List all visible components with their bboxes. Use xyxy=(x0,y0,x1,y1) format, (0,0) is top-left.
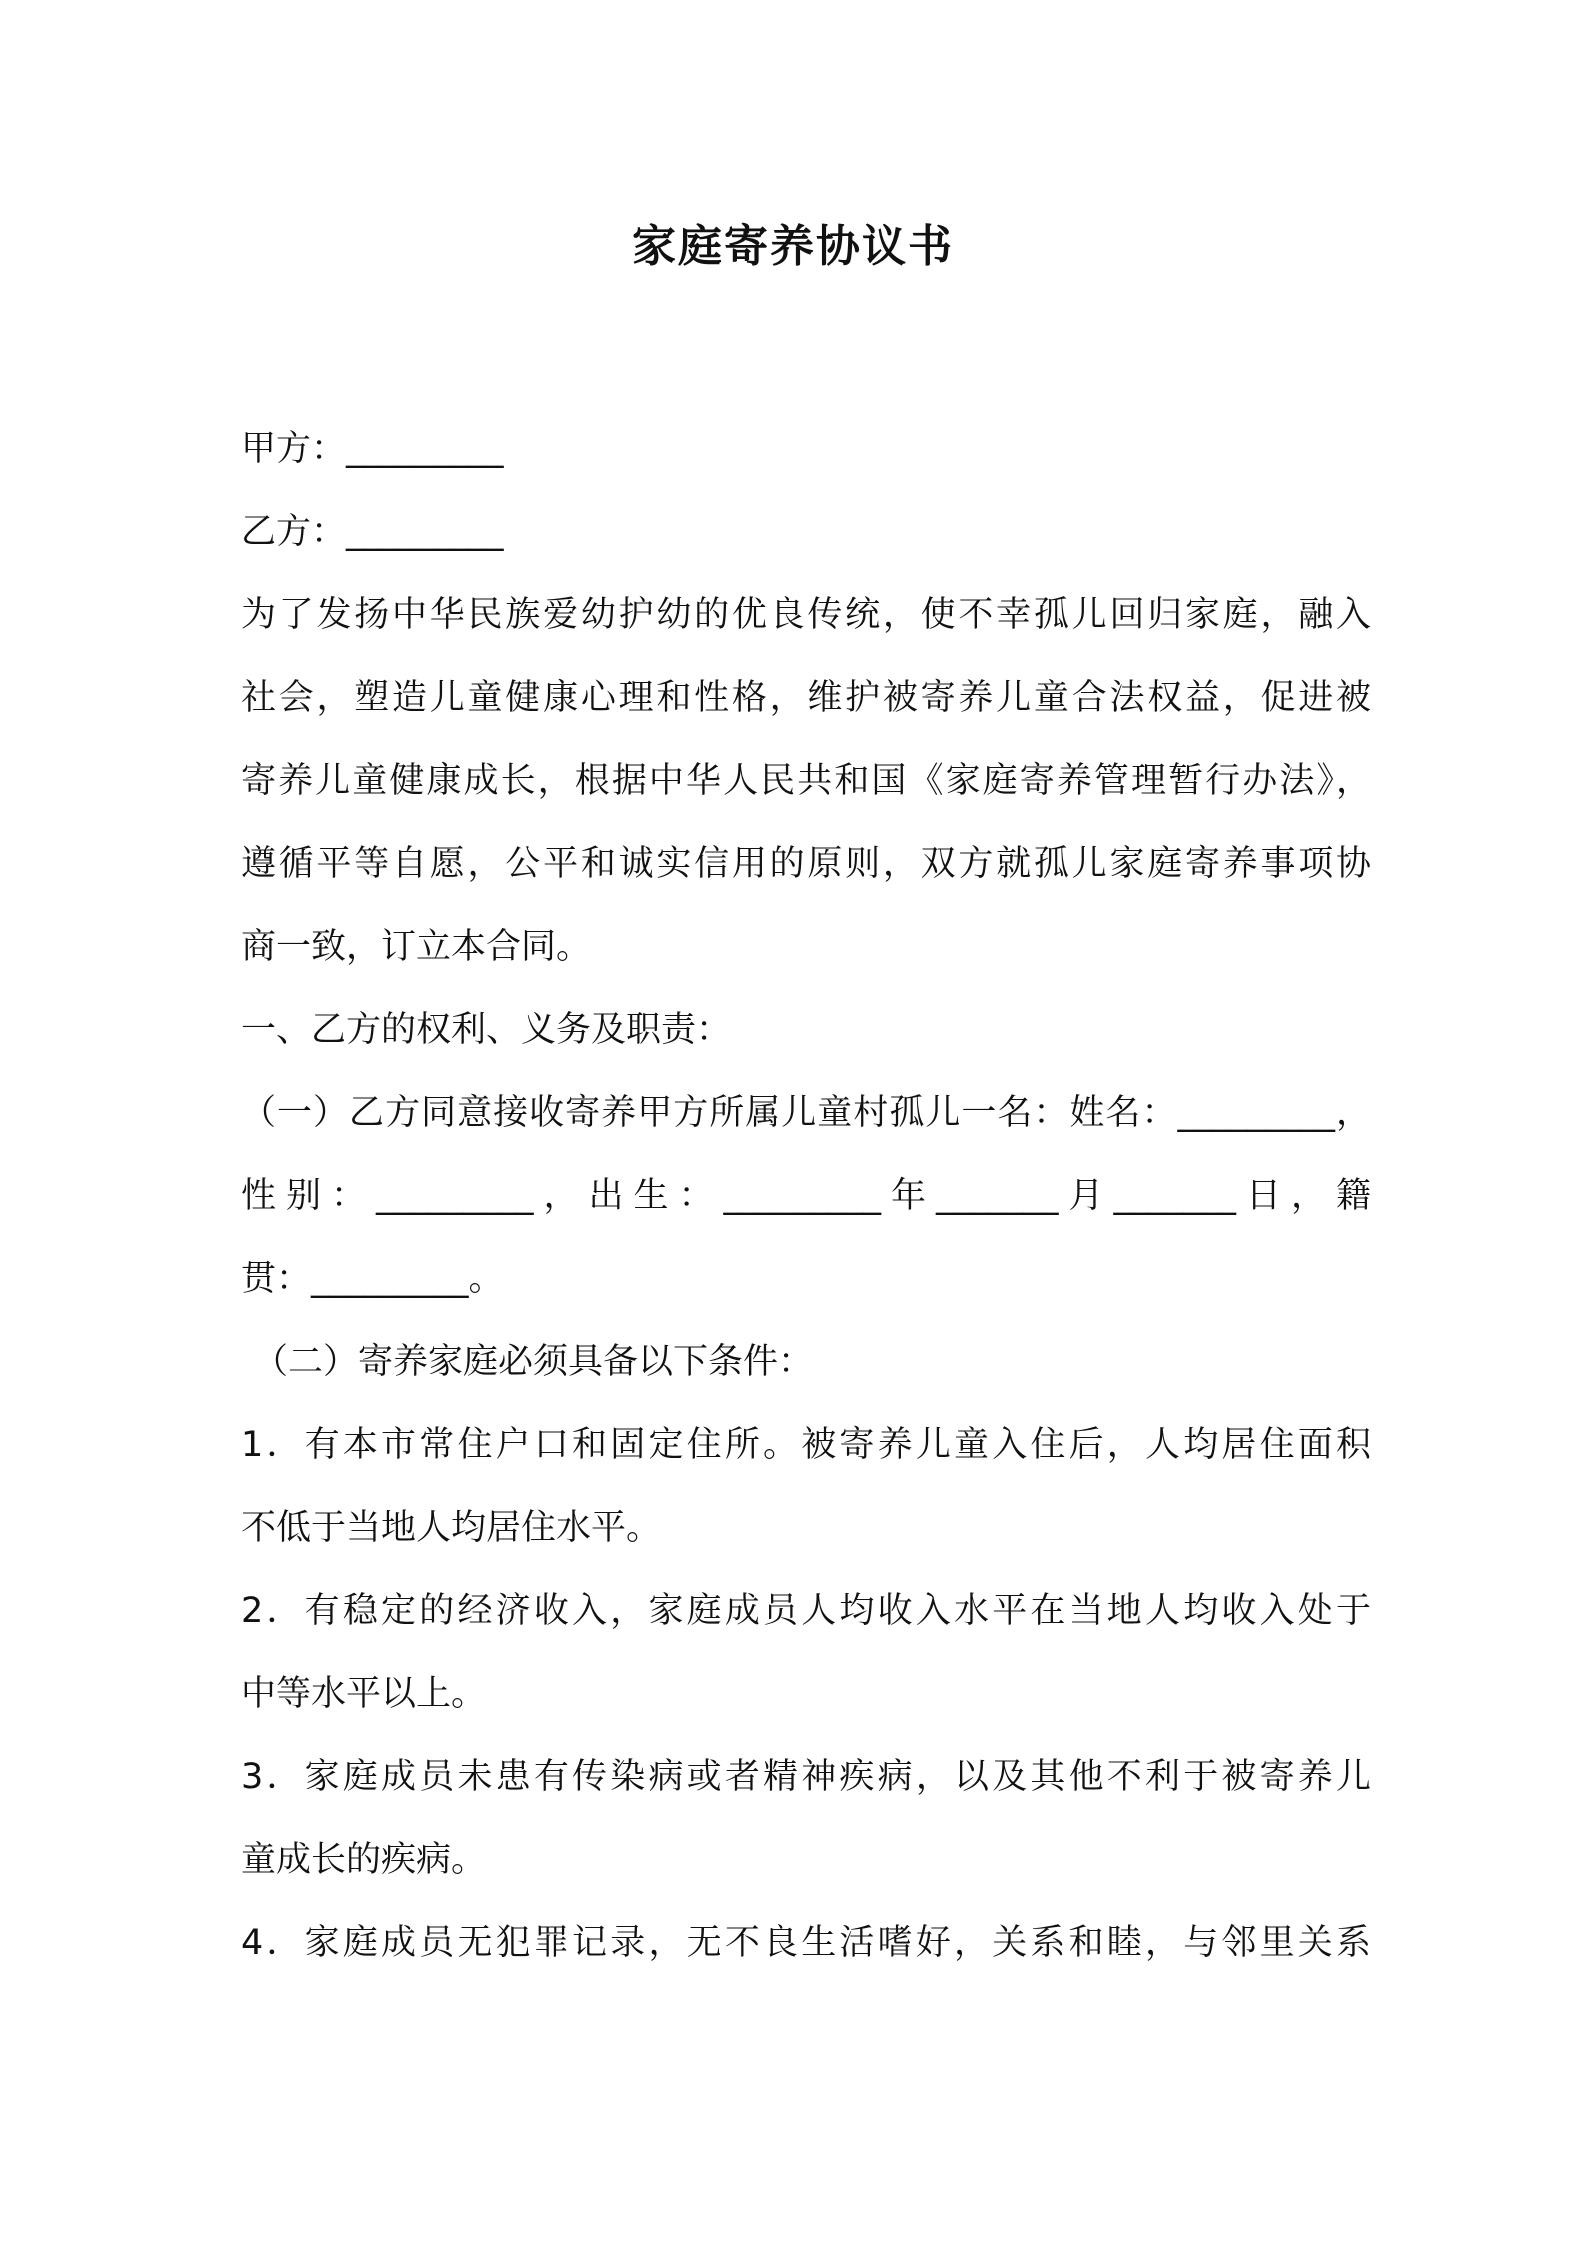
document-body xyxy=(241,408,1371,1985)
condition-line: 1．有本市常住户口和固定住所。被寄养儿童入住后，人均居住面积 xyxy=(241,1425,1371,1465)
preamble-line: 商一致，订立本合同。 xyxy=(241,927,592,967)
preamble-line: 遵循平等自愿，公平和诚实信用的原则，双方就孤儿家庭寄养事项协 xyxy=(241,844,1371,884)
condition-line: 3．家庭成员未患有传染病或者精神疾病，以及其他不利于被寄养儿 xyxy=(241,1757,1371,1797)
party-a-line: 甲方：_________ xyxy=(241,429,504,469)
condition-line: 童成长的疾病。 xyxy=(241,1840,487,1880)
clause-line: （一）乙方同意接收寄养甲方所属儿童村孤儿一名：姓名：_________， xyxy=(241,1093,1371,1133)
page-title: 家庭寄养协议书 xyxy=(632,221,954,272)
preamble-line: 社会，塑造儿童健康心理和性格，维护被寄养儿童合法权益，促进被 xyxy=(241,678,1371,718)
condition-line: 不低于当地人均居住水平。 xyxy=(241,1508,662,1548)
clause-line: 性别：_________，出生：_________年_______月_______日，籍 xyxy=(241,1176,1371,1216)
condition-line: 中等水平以上。 xyxy=(241,1674,487,1714)
section-heading: 一、乙方的权利、义务及职责： xyxy=(241,1010,732,1050)
preamble-line: 为了发扬中华民族爱幼护幼的优良传统，使不幸孤儿回归家庭，融入 xyxy=(241,595,1371,635)
preamble-line: 寄养儿童健康成长，根据中华人民共和国《家庭寄养管理暂行办法》， xyxy=(241,761,1371,801)
condition-line: 2．有稳定的经济收入，家庭成员人均收入水平在当地人均收入处于 xyxy=(241,1591,1371,1631)
condition-line: 4．家庭成员无犯罪记录，无不良生活嗜好，关系和睦，与邻里关系 xyxy=(241,1923,1371,1963)
clause-line: 贯：_________。 xyxy=(241,1259,504,1299)
subsection-heading: （二）寄养家庭必须具备以下条件： xyxy=(253,1342,814,1382)
party-b-line: 乙方：_________ xyxy=(241,512,504,552)
